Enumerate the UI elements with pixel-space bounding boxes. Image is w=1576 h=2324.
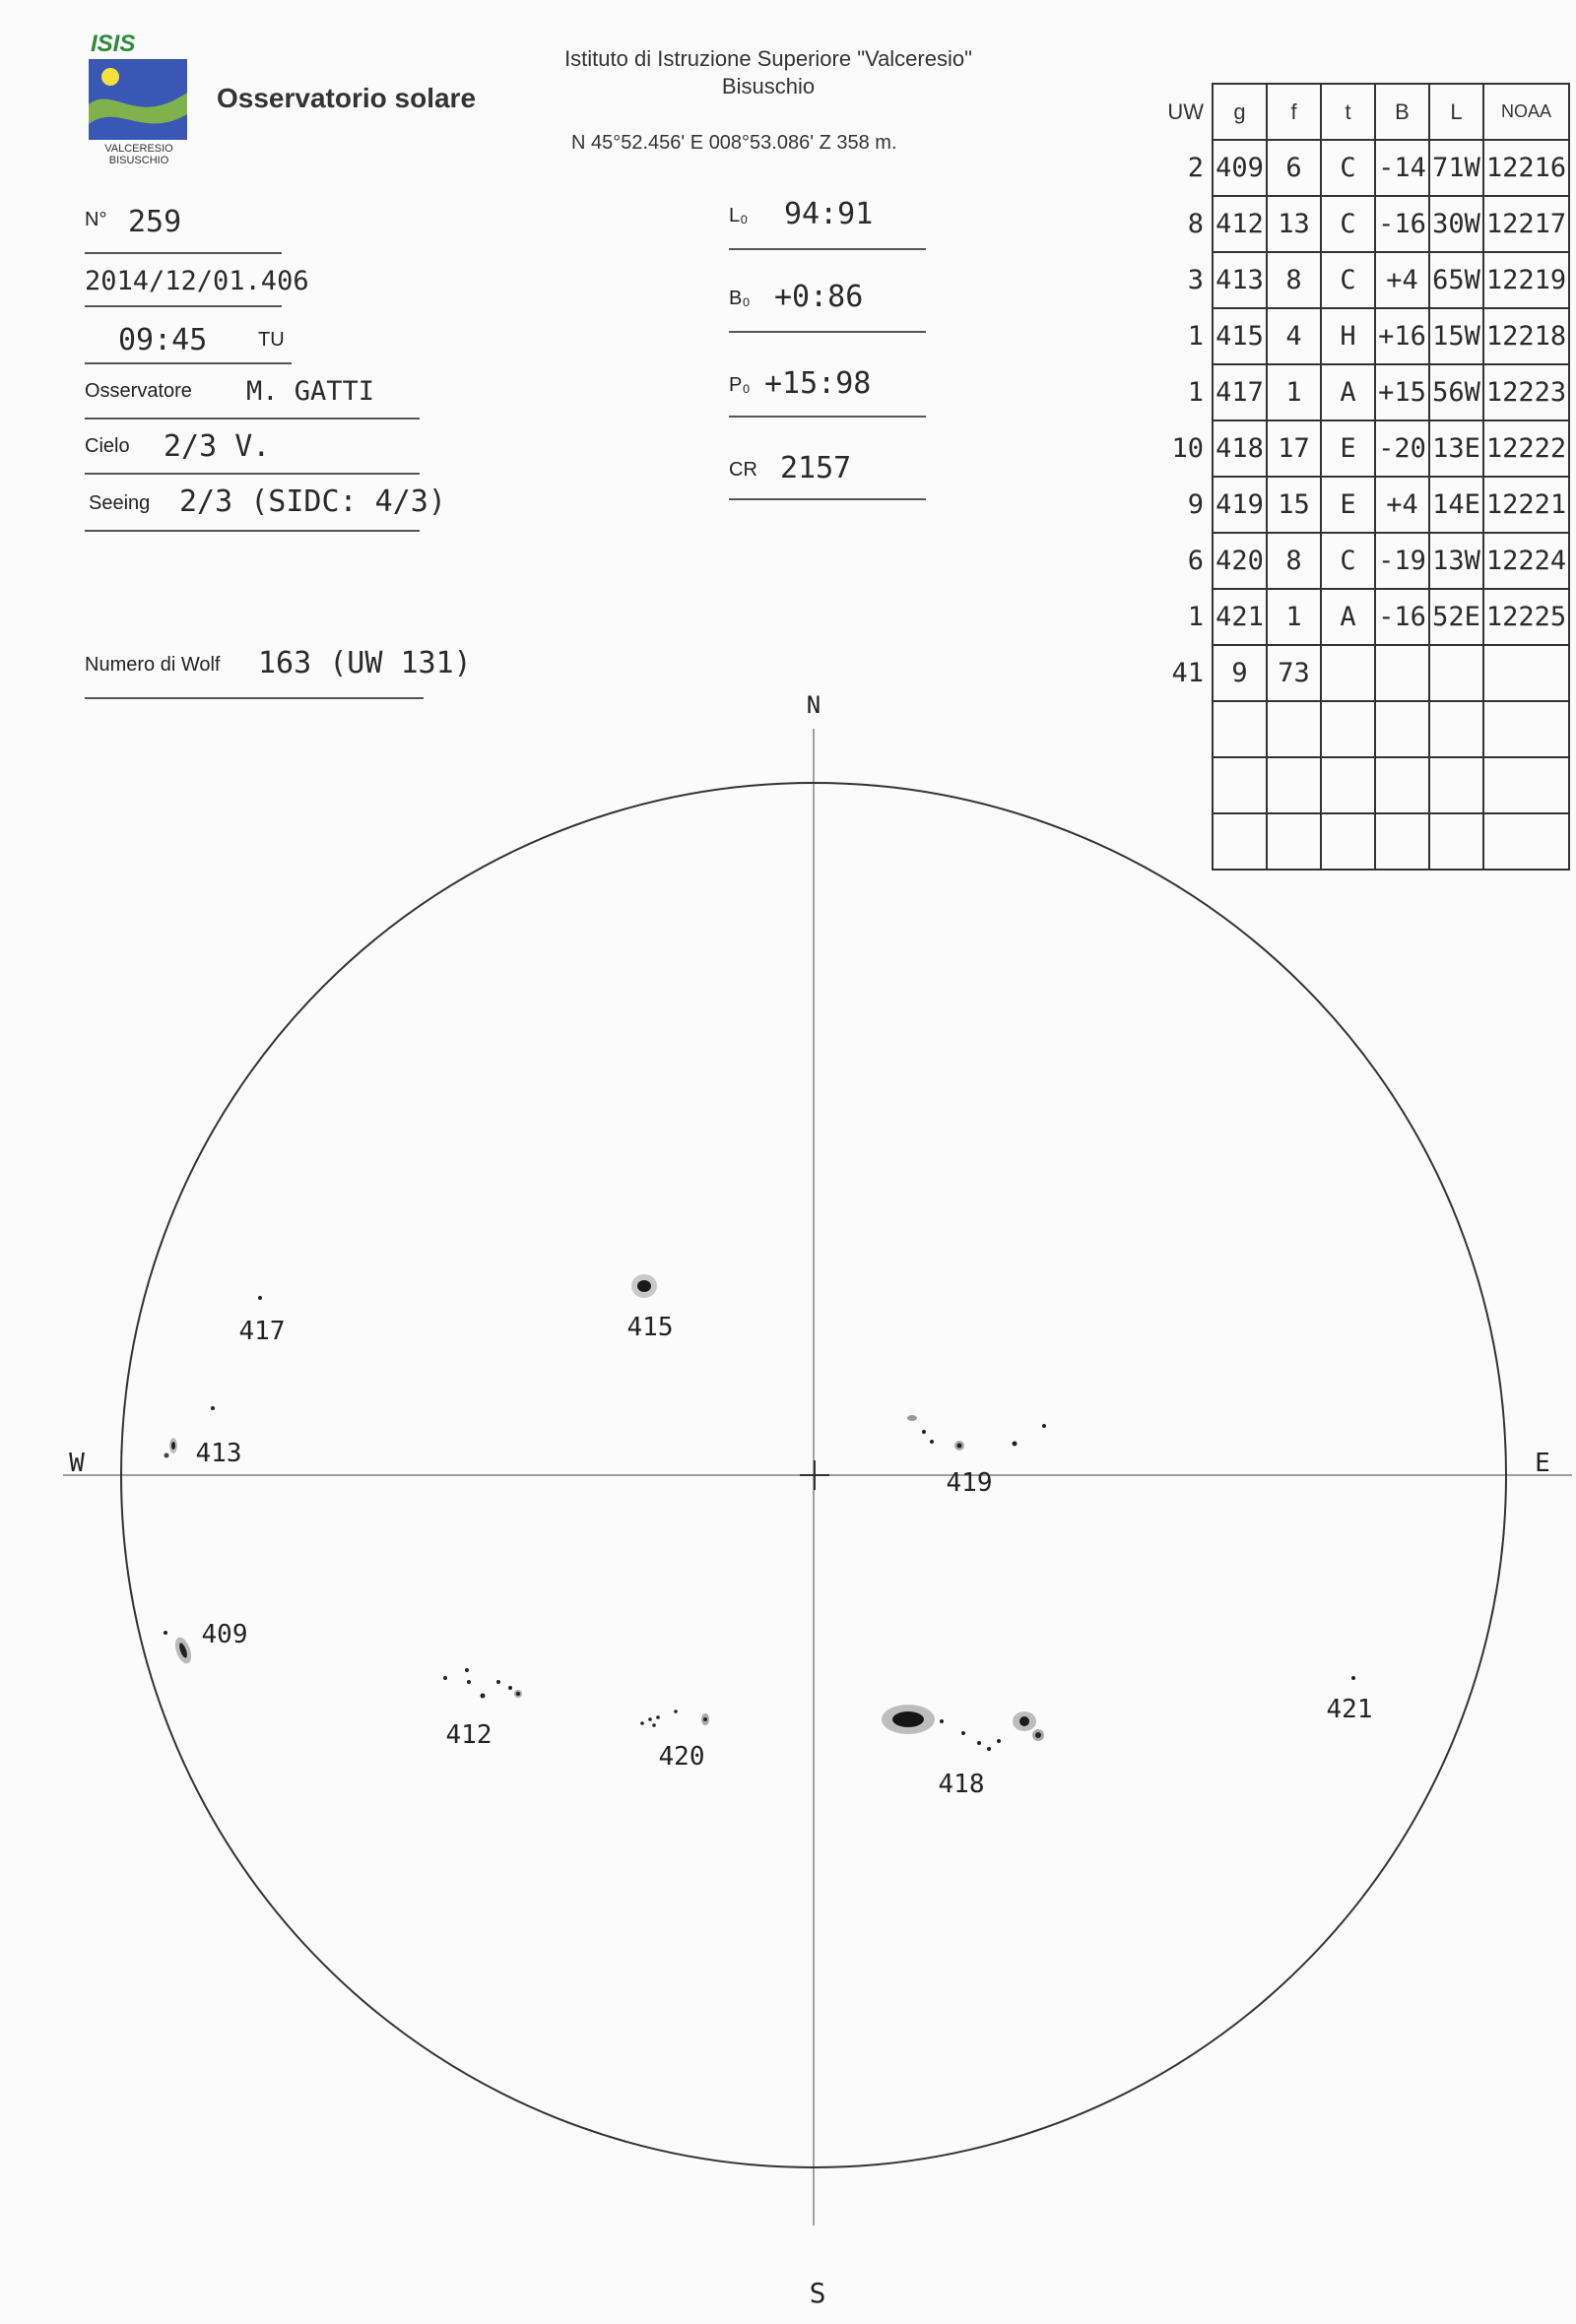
umbra bbox=[892, 1711, 924, 1727]
umbra bbox=[516, 1692, 520, 1696]
spot bbox=[164, 1453, 169, 1458]
spot bbox=[164, 1631, 167, 1635]
cell-f: 1 bbox=[1267, 364, 1321, 420]
cell-b: +15 bbox=[1375, 364, 1429, 420]
spot bbox=[1013, 1442, 1018, 1447]
spot bbox=[648, 1717, 652, 1721]
cell-t: E bbox=[1321, 420, 1375, 477]
group-label-421: 421 bbox=[1326, 1695, 1373, 1724]
cell-f: 73 bbox=[1267, 645, 1321, 701]
spot bbox=[907, 1415, 917, 1421]
l0-value: 94:91 bbox=[784, 197, 874, 231]
cell-g: 412 bbox=[1213, 196, 1267, 252]
spot bbox=[258, 1296, 262, 1300]
cell-g: 417 bbox=[1213, 364, 1267, 420]
observatory-coordinates: N 45°52.456' E 008°53.086' Z 358 m. bbox=[571, 132, 897, 154]
sunspot-group-419 bbox=[907, 1415, 1046, 1498]
cell-l: 13E bbox=[1429, 420, 1483, 477]
cell-f: 8 bbox=[1267, 252, 1321, 308]
cell-t: C bbox=[1321, 252, 1375, 308]
spot bbox=[443, 1676, 447, 1680]
cell-b: -19 bbox=[1375, 533, 1429, 589]
observer-value: M. GATTI bbox=[246, 376, 375, 407]
cell-t: A bbox=[1321, 364, 1375, 420]
umbra bbox=[703, 1717, 707, 1721]
cell-b: -16 bbox=[1375, 589, 1429, 645]
cell-noaa: 12217 bbox=[1483, 196, 1569, 252]
cell-uw: 9 bbox=[1187, 489, 1204, 520]
header-noaa: NOAA bbox=[1483, 84, 1569, 140]
cell-b: -20 bbox=[1375, 420, 1429, 477]
spot bbox=[211, 1406, 215, 1410]
group-label-417: 417 bbox=[238, 1317, 286, 1346]
sunspot-group-420 bbox=[640, 1710, 709, 1772]
north-label: N bbox=[806, 691, 821, 719]
cell-t: C bbox=[1321, 196, 1375, 252]
cell-f: 15 bbox=[1267, 477, 1321, 533]
group-label-409: 409 bbox=[201, 1620, 248, 1649]
logo-title: ISIS bbox=[91, 31, 136, 57]
institute-name: Istituto di Istruzione Superiore "Valceresio" bbox=[564, 46, 972, 71]
cell-b: -14 bbox=[1375, 140, 1429, 196]
sunspot-group-421 bbox=[1327, 1676, 1373, 1724]
number-label: N° bbox=[85, 209, 107, 230]
header-l: L bbox=[1429, 84, 1483, 140]
cell-g: 413 bbox=[1213, 252, 1267, 308]
cell-f: 6 bbox=[1267, 140, 1321, 196]
sunspot-group-409 bbox=[164, 1620, 247, 1666]
group-label-413: 413 bbox=[195, 1439, 242, 1468]
spot bbox=[987, 1747, 991, 1751]
spot bbox=[481, 1694, 486, 1699]
spot bbox=[1042, 1424, 1046, 1428]
group-label-418: 418 bbox=[938, 1770, 985, 1799]
sky-label: Cielo bbox=[85, 435, 130, 457]
sunspot-group-415 bbox=[627, 1274, 674, 1342]
cell-g: 409 bbox=[1213, 140, 1267, 196]
cell-b: +4 bbox=[1375, 477, 1429, 533]
observer-label: Osservatore bbox=[85, 380, 192, 402]
spot bbox=[465, 1668, 469, 1672]
seeing-value: 2/3 (SIDC: 4/3) bbox=[179, 484, 446, 519]
cell-l: 30W bbox=[1429, 196, 1483, 252]
b0-label: B₀ bbox=[729, 288, 751, 309]
group-label-419: 419 bbox=[946, 1468, 993, 1498]
group-label-420: 420 bbox=[658, 1742, 705, 1772]
cell-l: 15W bbox=[1429, 308, 1483, 364]
spot bbox=[508, 1686, 512, 1690]
umbra bbox=[1019, 1716, 1029, 1726]
seeing-label: Seeing bbox=[89, 492, 151, 514]
header-b: B bbox=[1375, 84, 1429, 140]
cell-g: 420 bbox=[1213, 533, 1267, 589]
spot bbox=[930, 1440, 934, 1444]
umbra bbox=[957, 1444, 962, 1449]
date-value: 2014/12/01.406 bbox=[85, 266, 309, 296]
b0-value: +0:86 bbox=[774, 280, 864, 314]
cell-t: C bbox=[1321, 533, 1375, 589]
cell-l: 52E bbox=[1429, 589, 1483, 645]
header-t: t bbox=[1321, 84, 1375, 140]
cell-uw: 3 bbox=[1187, 265, 1204, 295]
cell-g: 421 bbox=[1213, 589, 1267, 645]
cell-f: 4 bbox=[1267, 308, 1321, 364]
cell-noaa: 12216 bbox=[1483, 140, 1569, 196]
south-label: S bbox=[809, 2277, 826, 2309]
cell-g: 418 bbox=[1213, 420, 1267, 477]
cell-noaa: 12219 bbox=[1483, 252, 1569, 308]
p0-label: P₀ bbox=[729, 374, 751, 396]
spot bbox=[674, 1710, 678, 1713]
header-f: f bbox=[1267, 84, 1321, 140]
cell-l: 56W bbox=[1429, 364, 1483, 420]
cell-uw: 1 bbox=[1187, 377, 1204, 408]
cell-uw: 6 bbox=[1187, 546, 1204, 576]
cell-uw: 1 bbox=[1187, 321, 1204, 352]
cell-t: E bbox=[1321, 477, 1375, 533]
cell-uw: 2 bbox=[1187, 153, 1204, 183]
cell-noaa: 12222 bbox=[1483, 420, 1569, 477]
spot bbox=[1351, 1676, 1355, 1680]
sky-value: 2/3 V. bbox=[164, 429, 271, 464]
cell-l: 14E bbox=[1429, 477, 1483, 533]
cell-uw: 41 bbox=[1171, 658, 1204, 688]
cell-noaa: 12218 bbox=[1483, 308, 1569, 364]
cell-l: 71W bbox=[1429, 140, 1483, 196]
wolf-value: 163 (UW 131) bbox=[258, 646, 472, 680]
cell-uw: 10 bbox=[1171, 433, 1204, 464]
cell-b: +16 bbox=[1375, 308, 1429, 364]
cell-f: 13 bbox=[1267, 196, 1321, 252]
wolf-label: Numero di Wolf bbox=[85, 654, 221, 676]
umbra bbox=[1035, 1732, 1041, 1738]
number-value: 259 bbox=[128, 205, 182, 239]
west-label: W bbox=[69, 1449, 85, 1478]
cell-noaa: 12223 bbox=[1483, 364, 1569, 420]
cell-noaa: 12221 bbox=[1483, 477, 1569, 533]
spot bbox=[496, 1680, 500, 1684]
cell-t: A bbox=[1321, 589, 1375, 645]
cell-t: C bbox=[1321, 140, 1375, 196]
header-g: g bbox=[1213, 84, 1267, 140]
cell-noaa: 12225 bbox=[1483, 589, 1569, 645]
logo-caption-2: BISUSCHIO bbox=[108, 155, 169, 166]
cell-l: 65W bbox=[1429, 252, 1483, 308]
spot bbox=[940, 1719, 944, 1723]
spot bbox=[997, 1739, 1001, 1743]
group-label-415: 415 bbox=[626, 1313, 674, 1342]
time-unit: TU bbox=[258, 329, 285, 351]
east-label: E bbox=[1535, 1449, 1550, 1478]
cr-value: 2157 bbox=[780, 451, 852, 485]
spot bbox=[652, 1723, 656, 1727]
spot bbox=[656, 1715, 660, 1719]
umbra bbox=[171, 1442, 175, 1450]
spot bbox=[922, 1430, 926, 1434]
cell-f: 1 bbox=[1267, 589, 1321, 645]
cell-uw: 8 bbox=[1187, 209, 1204, 239]
sunspot-group-417 bbox=[239, 1296, 286, 1346]
cell-t: H bbox=[1321, 308, 1375, 364]
cell-b: +4 bbox=[1375, 252, 1429, 308]
observatory-name: Osservatorio solare bbox=[217, 83, 477, 113]
sunspot-group-413 bbox=[164, 1406, 242, 1468]
cell-f: 8 bbox=[1267, 533, 1321, 589]
umbra bbox=[637, 1280, 651, 1292]
cell-b: -16 bbox=[1375, 196, 1429, 252]
cell-g: 419 bbox=[1213, 477, 1267, 533]
p0-value: +15:98 bbox=[764, 366, 872, 401]
spot bbox=[640, 1721, 644, 1725]
sunspot-group-412 bbox=[443, 1668, 522, 1750]
institute-town: Bisuschio bbox=[721, 74, 816, 98]
spot bbox=[961, 1731, 965, 1735]
sunspot-group-418 bbox=[882, 1705, 1044, 1799]
cell-l: 13W bbox=[1429, 533, 1483, 589]
cell-f: 17 bbox=[1267, 420, 1321, 477]
spot bbox=[467, 1680, 471, 1684]
l0-label: L₀ bbox=[729, 205, 749, 226]
cell-g: 415 bbox=[1213, 308, 1267, 364]
cell-uw: 1 bbox=[1187, 602, 1204, 632]
group-label-412: 412 bbox=[445, 1720, 492, 1750]
time-value: 09:45 bbox=[118, 323, 208, 357]
cell-g: 9 bbox=[1213, 645, 1267, 701]
cr-label: CR bbox=[729, 459, 757, 481]
logo-caption-1: VALCERESIO bbox=[104, 143, 173, 155]
header-uw: UW bbox=[1167, 98, 1204, 124]
spot bbox=[977, 1741, 981, 1745]
cell-noaa: 12224 bbox=[1483, 533, 1569, 589]
